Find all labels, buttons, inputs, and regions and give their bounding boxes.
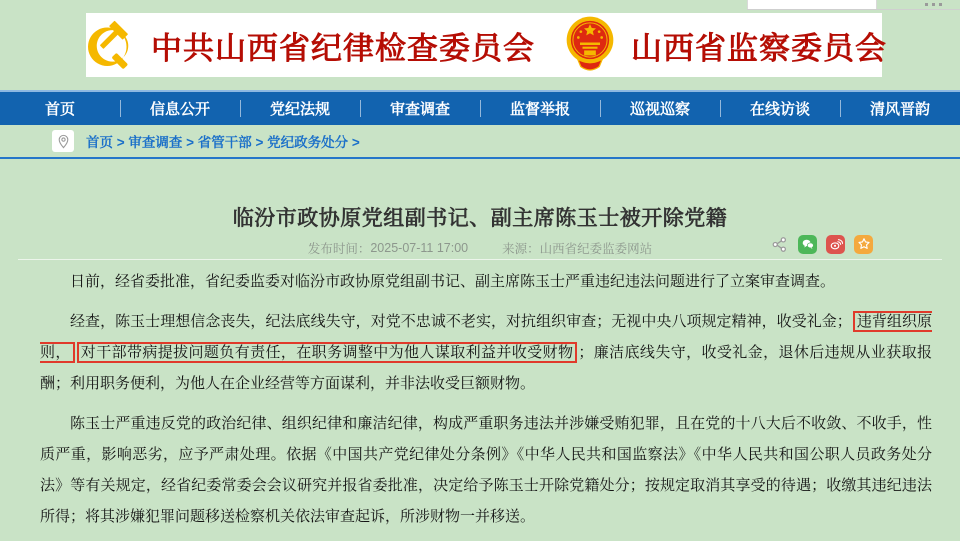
article-paragraph xyxy=(40,408,932,532)
share-toolbar xyxy=(770,232,873,256)
article-paragraph xyxy=(40,306,932,399)
org2-title: 山西省监察委员会 xyxy=(631,30,887,66)
breadcrumb-link[interactable]: 党纪政务处分 xyxy=(267,135,349,150)
breadcrumb-link[interactable]: 首页 xyxy=(86,135,113,150)
paragraph-text: ；廉洁底线失守，收受礼金，退休后违规从业获取报酬；利用职务便利，为他人在企业经营等方面谋利，并非法收受巨额财物。 xyxy=(40,344,932,392)
site-banner xyxy=(86,13,887,77)
nav-item-1[interactable]: 首页 xyxy=(44,101,75,118)
source-value: 山西省纪委监委网站 xyxy=(539,242,653,256)
nav-item-6[interactable]: 巡视巡察 xyxy=(600,92,720,125)
star-favorite-button[interactable] xyxy=(854,235,873,254)
paragraph-text: 日前，经省委批准，省纪委监委对临汾市政协原党组副书记、副主席陈玉士严重违纪违法问题进行了立案审查调查。 xyxy=(70,273,836,290)
paragraph-text: 经查，陈玉士理想信念丧失，纪法底线失守，对党不忠诚不老实，对抗组织审查；无视中央八项规定精神，收受礼金； xyxy=(70,313,852,330)
weibo-share-button[interactable] xyxy=(826,235,845,254)
share-nodes-icon[interactable] xyxy=(770,235,789,254)
breadcrumb xyxy=(0,125,960,157)
topbar-artifact xyxy=(747,0,960,11)
nav-item-3[interactable]: 党纪法规 xyxy=(240,92,360,125)
breadcrumb-link[interactable]: 省管干部 xyxy=(197,135,252,150)
nav-item-4[interactable]: 审查调查 xyxy=(360,92,480,125)
breadcrumb-separator: > xyxy=(251,135,268,150)
nav-item-8[interactable]: 清风晋韵 xyxy=(840,92,960,125)
topbar-artifact-dots xyxy=(925,3,943,6)
party-emblem-icon xyxy=(81,17,137,73)
meta-divider xyxy=(18,259,942,260)
breadcrumb-separator: > xyxy=(348,135,360,150)
breadcrumb-separator: > xyxy=(113,135,129,150)
page-title: 临汾市政协原党组副书记、副主席陈玉士被开除党籍 xyxy=(232,207,728,231)
source-label: 来源： xyxy=(502,242,540,256)
breadcrumb-divider xyxy=(0,157,960,159)
publish-time-label: 发布时间： xyxy=(307,242,371,256)
breadcrumb-link[interactable]: 审查调查 xyxy=(128,135,183,150)
breadcrumb-separator: > xyxy=(182,135,198,150)
paragraph-text: 陈玉士严重违反党的政治纪律、组织纪律和廉洁纪律，构成严重职务违法并涉嫌受贿犯罪，且在党的十八大后不收敛、不收手，性质严重，影响恶劣，应予严肃处理。依据《中国共产党纪律处分条例》《中华人民共和国监察法》《中华人民共和国公职人员政务处分法》等有关规定，经省纪委常委会会议研究并报省委批准，决定给予陈玉士开除党籍处分；按规定取消其享受的待遇；收缴其违纪违法所得；将其涉嫌犯罪问题移送检察机关依法审查起诉，所涉财物一并移送。 xyxy=(40,415,932,525)
main-nav xyxy=(0,90,960,125)
nav-item-5[interactable]: 监督举报 xyxy=(480,92,600,125)
location-pin-icon xyxy=(52,130,74,152)
org1-title: 中共山西省纪律检查委员会 xyxy=(151,30,535,66)
topbar-artifact-line xyxy=(747,9,960,10)
national-emblem-icon xyxy=(563,15,617,75)
article-paragraph xyxy=(40,266,932,297)
nav-item-2[interactable]: 信息公开 xyxy=(120,92,240,125)
breadcrumb-trail xyxy=(86,131,360,151)
article-body xyxy=(40,266,932,541)
highlighted-text: 违背组织原则， xyxy=(40,313,932,361)
wechat-share-button[interactable] xyxy=(798,235,817,254)
publish-time-value: 2025-07-11 17:00 xyxy=(370,241,469,255)
highlighted-text: 对干部带病提拔问题负有责任，在职务调整中为他人谋取利益并收受财物 xyxy=(77,342,578,363)
nav-item-7[interactable]: 在线访谈 xyxy=(720,92,840,125)
